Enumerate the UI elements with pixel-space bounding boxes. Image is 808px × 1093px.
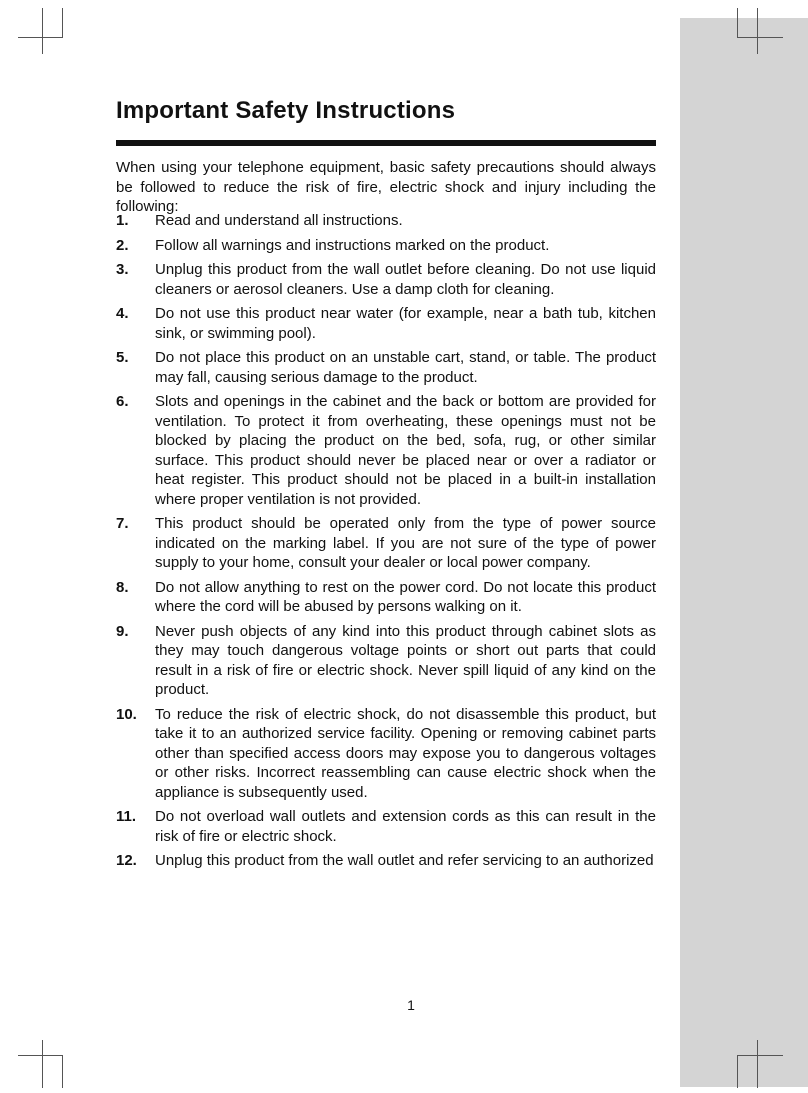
page-title: Important Safety Instructions xyxy=(116,97,456,124)
crop-mark-top-right-vertical-2 xyxy=(757,8,758,54)
crop-mark-bottom-left-vertical xyxy=(42,1040,43,1088)
instruction-item xyxy=(116,851,656,871)
instruction-text: To reduce the risk of electric shock, do not disassemble this product, but take it to an authorized service facility. Opening or removing cabinet parts other than specified access doors may expose you to dangerous voltages or other risks. Incorrect reassembling can cause electric shock when the appliance is subsequently used. xyxy=(155,705,656,801)
crop-mark-top-right-vertical xyxy=(737,8,738,38)
instruction-text: Slots and openings in the cabinet and the back or bottom are provided for ventilation. To protect it from overheating, these openings must not be blocked by placing the product on the bed, sofa, rug, or other similar surface. This product should never be placed near or over a radiator or heat register. This product should not be placed in a built-in installation where proper ventilation is not provided. xyxy=(155,393,656,508)
instruction-number: 12. xyxy=(116,852,137,869)
instruction-item xyxy=(116,807,656,846)
crop-mark-bottom-right-vertical xyxy=(737,1055,738,1088)
instruction-number: 8. xyxy=(116,578,129,596)
intro-paragraph: When using your telephone equipment, basic safety precautions should always be followed to reduce the risk of fire, electric shock and injury including the following: xyxy=(116,159,656,215)
instruction-item xyxy=(116,236,656,256)
instruction-item xyxy=(116,705,656,803)
instruction-number: 11. xyxy=(116,808,137,825)
side-tab-band xyxy=(680,18,808,1087)
instruction-text: This product should be operated only from the type of power source indicated on the marking label. If you are not sure of the type of power supply to your home, consult your dealer or local power company. xyxy=(155,515,656,571)
instruction-text: Never push objects of any kind into this product through cabinet slots as they may touch dangerous voltage points or short out parts that could result in a risk of fire or electric shock. Never spill liquid of any kind on the product. xyxy=(155,622,656,698)
instruction-text: Do not use this product near water (for example, near a bath tub, kitchen sink, or swimming pool). xyxy=(155,305,656,342)
instruction-text: Follow all warnings and instructions marked on the product. xyxy=(155,236,550,254)
instructions-list xyxy=(116,211,656,876)
instruction-item xyxy=(116,622,656,700)
instruction-number: 4. xyxy=(116,305,129,322)
crop-mark-bottom-right-horizontal xyxy=(737,1055,783,1056)
instruction-number: 6. xyxy=(116,393,129,410)
instruction-item xyxy=(116,348,656,387)
instruction-item xyxy=(116,260,656,299)
instruction-text: Do not allow anything to rest on the power cord. Do not locate this product where the cord will be abused by persons walking on it. xyxy=(155,578,656,615)
instruction-number: 10. xyxy=(116,705,137,723)
instruction-number: 9. xyxy=(116,622,129,640)
instruction-text: Read and understand all instructions. xyxy=(155,212,403,229)
crop-mark-top-left-horizontal xyxy=(18,37,63,38)
title-rule xyxy=(116,140,656,146)
instruction-number: 3. xyxy=(116,261,129,278)
crop-mark-bottom-left-vertical-2 xyxy=(62,1055,63,1088)
instruction-number: 2. xyxy=(116,236,129,254)
instruction-item xyxy=(116,211,656,231)
instruction-text: Unplug this product from the wall outlet and refer servicing to an authorized xyxy=(155,852,654,869)
instruction-item xyxy=(116,514,656,573)
instruction-item xyxy=(116,392,656,509)
crop-mark-top-left-vertical xyxy=(42,8,43,54)
instruction-number: 5. xyxy=(116,349,129,366)
instruction-text: Do not place this product on an unstable cart, stand, or table. The product may fall, causing serious damage to the product. xyxy=(155,349,656,386)
crop-mark-bottom-left-horizontal xyxy=(18,1055,63,1056)
instruction-number: 1. xyxy=(116,212,129,229)
page-number: 1 xyxy=(407,997,415,1013)
instruction-number: 7. xyxy=(116,515,129,532)
crop-mark-top-left-vertical-2 xyxy=(62,8,63,38)
instruction-item xyxy=(116,304,656,343)
instruction-text: Do not overload wall outlets and extension cords as this can result in the risk of fire or electric shock. xyxy=(155,808,656,845)
instruction-item xyxy=(116,578,656,617)
crop-mark-bottom-right-vertical-2 xyxy=(757,1040,758,1088)
crop-mark-top-right-horizontal xyxy=(737,37,783,38)
instruction-text: Unplug this product from the wall outlet before cleaning. Do not use liquid cleaners or aerosol cleaners. Use a damp cloth for cleaning. xyxy=(155,261,656,298)
